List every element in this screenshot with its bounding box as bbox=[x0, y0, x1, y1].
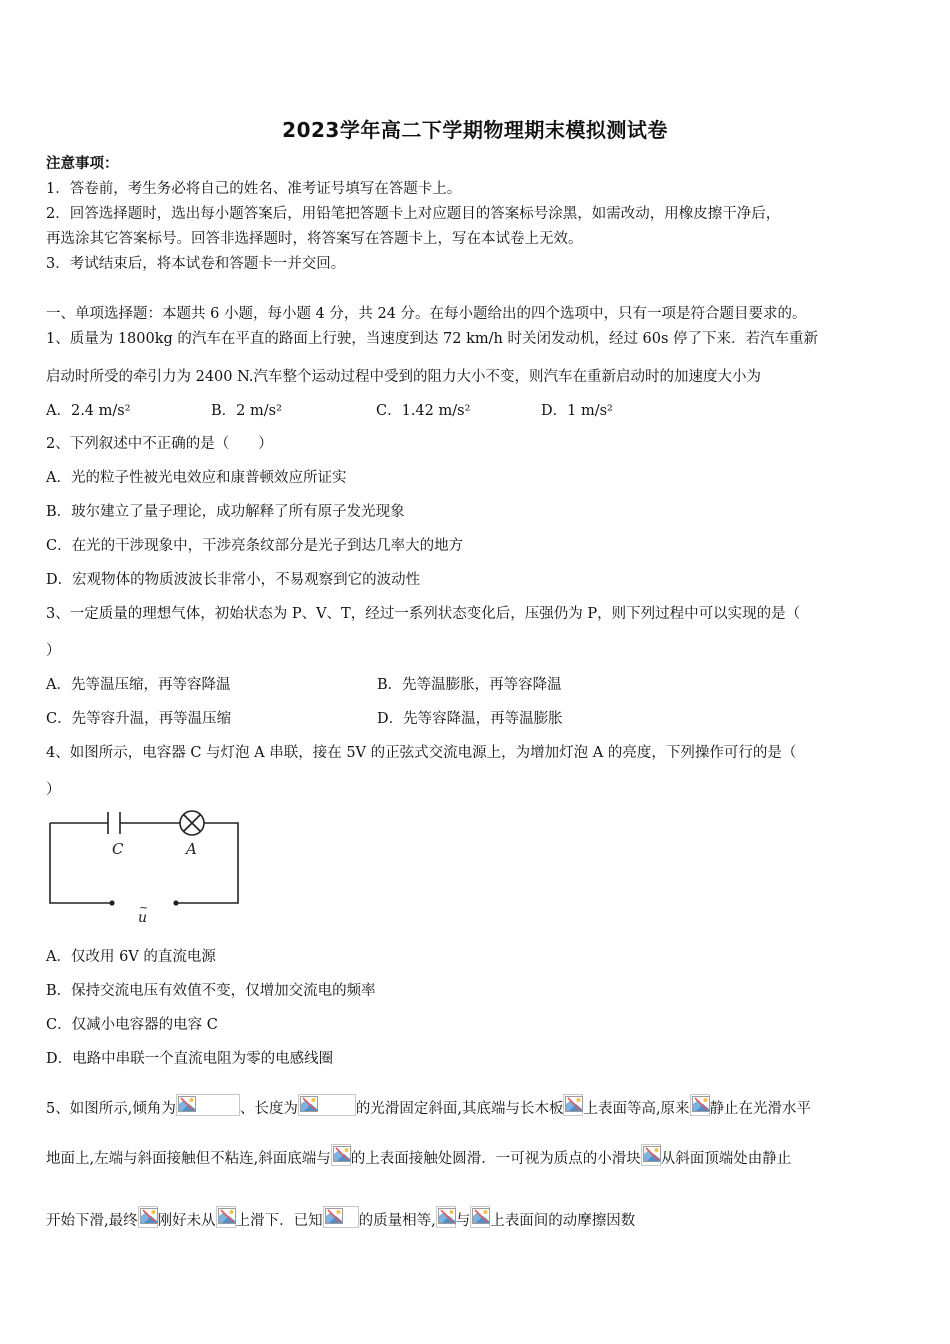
q1-option-d[interactable]: D．1 m/s² bbox=[541, 403, 613, 419]
q1-options bbox=[46, 399, 613, 420]
q1-stem-line: 1、质量为 1800kg 的汽车在平直的路面上行驶，当速度到达 72 km/h 时关闭发动机，经过 60s 停了下来．若汽车重新 bbox=[46, 331, 819, 347]
circuit-wire-left bbox=[50, 823, 110, 903]
image-placeholder-icon bbox=[216, 1206, 236, 1228]
q3-options-row bbox=[46, 707, 563, 728]
q4-option-c[interactable]: C．仅减小电容器的电容 C bbox=[46, 1017, 218, 1033]
q2-option-d[interactable]: D．宏观物体的物质波波长非常小，不易观察到它的波动性 bbox=[46, 572, 421, 588]
section-heading: 一、单项选择题：本题共 6 小题，每小题 4 分，共 24 分。在每小题给出的四个选项中，只有一项是符合题目要求的。 bbox=[46, 306, 807, 322]
circuit-diagram bbox=[44, 808, 244, 928]
image-placeholder-icon bbox=[690, 1094, 710, 1116]
q2-option-c[interactable]: C．在光的干涉现象中，干涉亮条纹部分是光子到达几率大的地方 bbox=[46, 538, 464, 554]
q4-option-b[interactable]: B．保持交流电压有效值不变，仅增加交流电的频率 bbox=[46, 983, 376, 999]
q3-options-row bbox=[46, 673, 562, 694]
q3-option-a[interactable]: A．先等温压缩，再等容降温 bbox=[46, 677, 231, 693]
q1-option-b[interactable]: B．2 m/s² bbox=[211, 403, 282, 419]
notice-item: 3．考试结束后，将本试卷和答题卡一并交回。 bbox=[46, 256, 346, 272]
source-label: u bbox=[138, 910, 148, 926]
q1-stem-line: 启动时所受的牵引力为 2400 N.汽车整个运动过程中受到的阻力大小不变，则汽车在重新启动时的加速度大小为 bbox=[46, 369, 761, 385]
q5-text: 与 bbox=[455, 1213, 471, 1229]
q5-text: 的光滑固定斜面,其底端与长木板 bbox=[355, 1101, 564, 1117]
q1-option-c[interactable]: C．1.42 m/s² bbox=[376, 403, 471, 419]
image-placeholder-icon bbox=[138, 1206, 158, 1228]
q2-option-a[interactable]: A．光的粒子性被光电效应和康普顿效应所证实 bbox=[46, 470, 347, 486]
q5-text: 地面上,左端与斜面接触但不粘连,斜面底端与 bbox=[46, 1151, 331, 1167]
notice-heading: 注意事项： bbox=[46, 155, 119, 172]
image-placeholder-icon bbox=[563, 1094, 583, 1116]
page-title: 2023学年高二下学期物理期末模拟测试卷 bbox=[282, 118, 668, 142]
image-placeholder-icon bbox=[436, 1206, 456, 1228]
image-placeholder-icon bbox=[641, 1144, 661, 1166]
q3-option-d[interactable]: D．先等容降温，再等温膨胀 bbox=[377, 711, 563, 727]
q2-stem: 2、下列叙述中不正确的是（ ） bbox=[46, 436, 273, 452]
circuit-wire-top-right bbox=[178, 823, 238, 903]
q5-stem-line-2 bbox=[46, 1144, 791, 1168]
q4-option-a[interactable]: A．仅改用 6V 的直流电源 bbox=[46, 949, 216, 965]
q5-text: 开始下滑,最终 bbox=[46, 1213, 138, 1229]
q3-option-c[interactable]: C．先等容升温，再等温压缩 bbox=[46, 711, 232, 727]
lamp-cross bbox=[184, 815, 201, 832]
q5-text: 、长度为 bbox=[239, 1101, 298, 1117]
q4-stem-line: ） bbox=[46, 782, 61, 798]
source-tilde: ~ bbox=[139, 901, 149, 914]
terminal-right bbox=[173, 900, 178, 905]
q5-text: 5、如图所示,倾角为 bbox=[46, 1101, 176, 1117]
q3-stem-line: 3、一定质量的理想气体，初始状态为 P、V、T，经过一系列状态变化后，压强仍为 P，则下列过程中可以实现的是（ bbox=[46, 606, 801, 622]
image-placeholder-icon bbox=[298, 1094, 356, 1116]
image-placeholder-icon bbox=[176, 1094, 240, 1116]
q5-text: 上表面等高,原来 bbox=[583, 1101, 690, 1117]
q5-text: 的上表面接触处圆滑．一可视为质点的小滑块 bbox=[350, 1151, 641, 1167]
q2-option-b[interactable]: B．玻尔建立了量子理论，成功解释了所有原子发光现象 bbox=[46, 504, 405, 520]
q5-text: 刚好未从 bbox=[157, 1213, 216, 1229]
lamp-label: A bbox=[186, 840, 197, 858]
image-placeholder-icon bbox=[331, 1144, 351, 1166]
q5-text: 上表面间的动摩擦因数 bbox=[490, 1213, 636, 1229]
q1-option-a[interactable]: A．2.4 m/s² bbox=[46, 403, 131, 419]
image-placeholder-icon bbox=[470, 1206, 490, 1228]
q5-text: 从斜面顶端处由静止 bbox=[660, 1151, 792, 1167]
q3-stem-line: ） bbox=[46, 643, 61, 659]
q5-stem-line-1 bbox=[46, 1094, 811, 1118]
image-placeholder-icon bbox=[323, 1206, 359, 1228]
capacitor-label: C bbox=[112, 840, 124, 858]
q5-stem-line-3 bbox=[46, 1206, 635, 1230]
q5-text: 的质量相等, bbox=[358, 1213, 436, 1229]
q4-stem-line: 4、如图所示，电容器 C 与灯泡 A 串联，接在 5V 的正弦式交流电源上，为增加灯泡 A 的亮度，下列操作可行的是（ bbox=[46, 745, 797, 761]
notice-item: 2．回答选择题时，选出每小题答案后，用铅笔把答题卡上对应题目的答案标号涂黑，如需改动，用橡皮擦干净后， bbox=[46, 206, 781, 222]
notice-item: 再选涂其它答案标号。回答非选择题时，将答案写在答题卡上，写在本试卷上无效。 bbox=[46, 231, 583, 247]
q3-option-b[interactable]: B．先等温膨胀，再等容降温 bbox=[377, 677, 562, 693]
notice-item: 1．答卷前，考生务必将自己的姓名、准考证号填写在答题卡上。 bbox=[46, 181, 462, 197]
q5-text: 静止在光滑水平 bbox=[709, 1101, 812, 1117]
q4-option-d[interactable]: D．电路中串联一个直流电阻为零的电感线圈 bbox=[46, 1051, 334, 1067]
terminal-left bbox=[109, 900, 114, 905]
q5-text: 上滑下．已知 bbox=[235, 1213, 323, 1229]
